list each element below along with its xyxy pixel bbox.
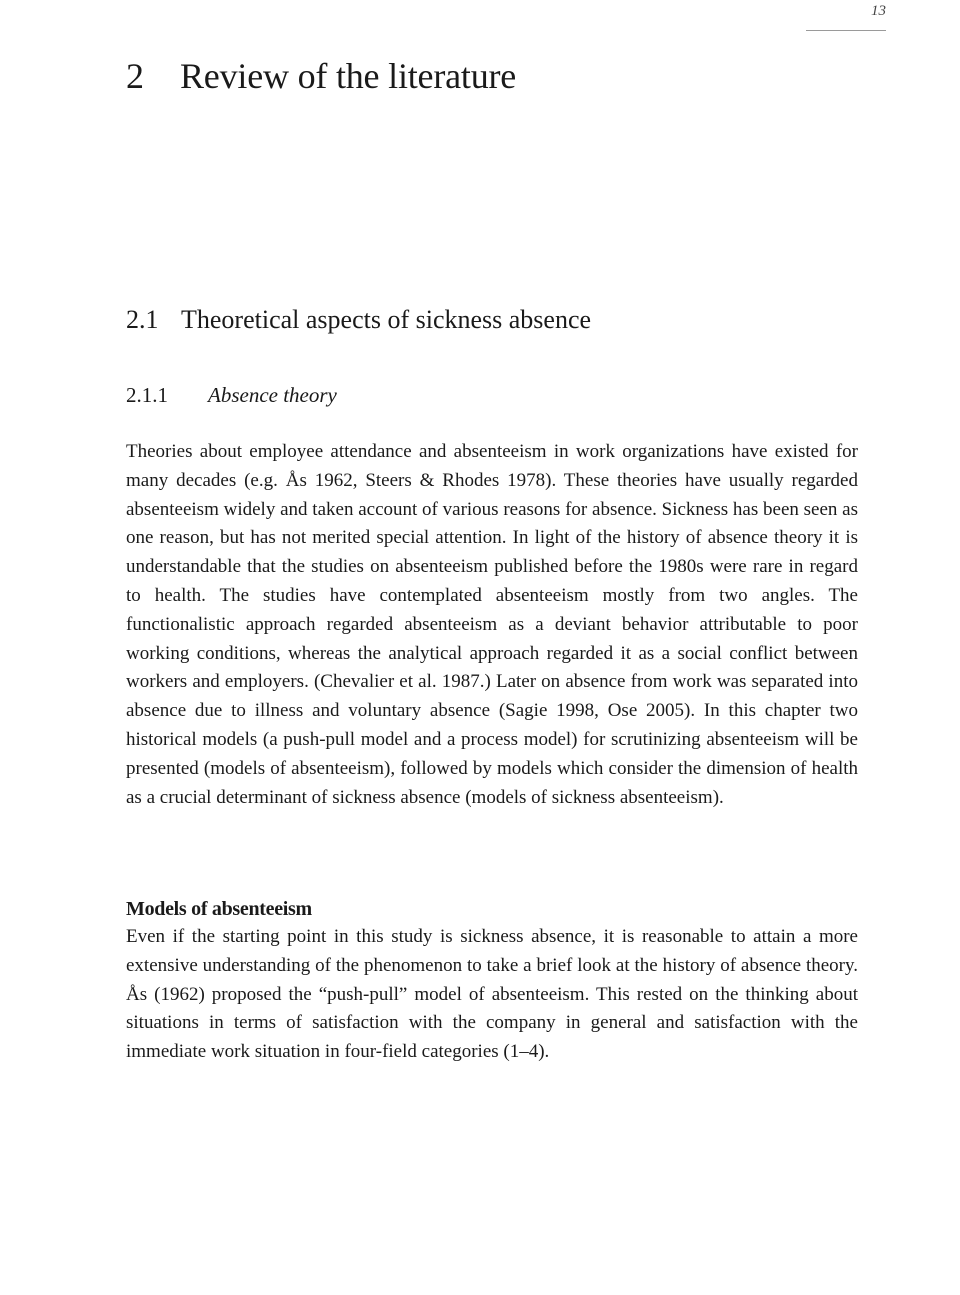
subsection-number: 2.1.1 [126,383,168,407]
subsection-title: Absence theory [208,383,337,407]
section-heading [126,302,591,338]
models-of-absenteeism-heading: Models of absenteeism [126,898,312,920]
body-paragraph-models: Even if the starting point in this study is sickness absence, it is reasonable to attain a more extensive understanding of the phenomenon to take a brief look at the history of absence theory. Ås (1962) proposed the “push-pull” model of absenteeism. This rested on the thinking about situations in terms of satisfaction with the company in general and satisfaction with the immediate work situation in four-field categories (1–4). [126,926,858,1063]
body-paragraph-absence-theory: Theories about employee attendance and absenteeism in work organizations have existed for many decades (e.g. Ås 1962, Steers & Rhodes 1978). These theories have usually regarded absenteeism widely and taken account of various reasons for absence. Sickness has been seen as one reason, but has not merited special attention. In light of the history of absence theory it is understandable that the studies on absenteeism published before the 1980s were rare in regard to health. The studies have contemplated absenteeism mostly from two angles. The functionalistic approach regarded absenteeism as a deviant behavior attributable to poor working conditions, whereas the analytical approach regarded it as a social conflict between workers and employers. (Chevalier et al. 1987.) Later on absence from work was separated into absence due to illness and voluntary absence (Sagie 1998, Ose 2005). In this chapter two historical models (a push-pull model and a process model) for scrutinizing absenteeism will be presented (models of absenteeism), followed by models which consider the dimension of health as a crucial determinant of sickness absence (models of sickness absenteeism). [126,441,858,808]
section-title: Theoretical aspects of sickness absence [181,305,592,334]
section-number: 2.1 [126,305,159,334]
subsection-heading [126,380,337,410]
chapter-title: Review of the literature [180,56,517,96]
chapter-heading [126,52,516,100]
page-number-rule [806,30,886,31]
page-number: 13 [871,3,886,19]
chapter-number: 2 [126,56,144,96]
